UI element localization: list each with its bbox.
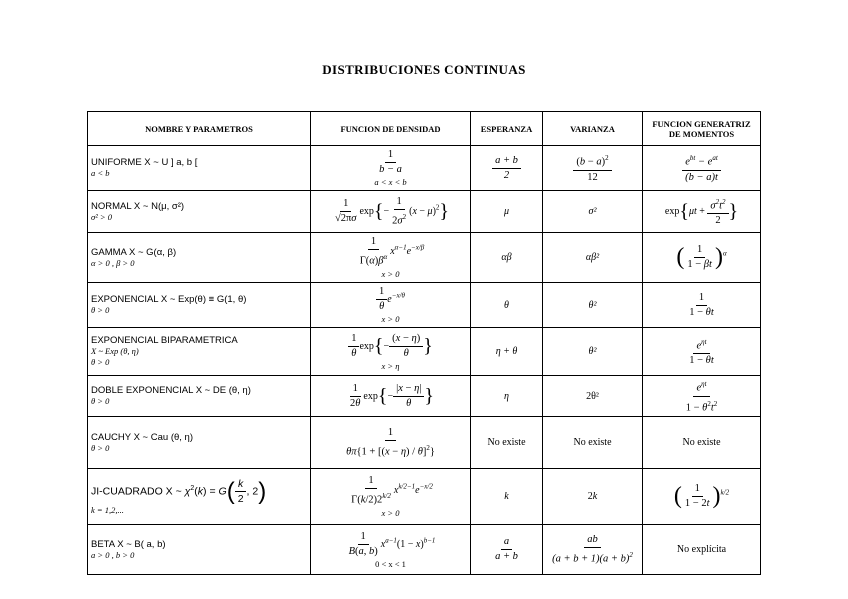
density-cell: $\frac{1}{2\theta}$ exp{− $\frac{|x - \eta|}{\theta}$ } (311, 376, 471, 417)
density-cell: $\frac{1}{b - a}$ a < x < b (311, 146, 471, 191)
header-mean: ESPERANZA (471, 112, 543, 146)
mgf-cell: exp{μt + $\frac{\sigma^2t^2}{2}$ } (643, 191, 761, 233)
density-cell: $\frac{1}{\theta}$ exp{− $\frac{(x - \eta)}{\theta}$ } x > η (311, 328, 471, 376)
row-name: EXPONENCIAL BIPARAMETRICA X ~ Exp (θ, η) θ > 0 (88, 328, 311, 376)
mgf-cell: $\frac{1}{1 - \theta t}$ (643, 283, 761, 328)
distributions-table (87, 111, 761, 575)
table-row (88, 376, 761, 417)
mean-cell: μ (471, 191, 543, 233)
variance-cell: αβ² (543, 233, 643, 283)
mean-cell: $\frac{a + b}{2}$ (471, 146, 543, 191)
density-cell: $\frac{1}{B(a, b)}$ $x^{a-1}(1 - x)^{b-1}$ 0 < x < 1 (311, 525, 471, 575)
variance-cell: 2θ² (543, 376, 643, 417)
mean-cell: $\frac{a}{a + b}$ (471, 525, 543, 575)
variance-cell: θ² (543, 328, 643, 376)
table-row (88, 146, 761, 191)
row-name: BETA X ~ B( a, b) a > 0 , b > 0 (88, 525, 311, 575)
variance-cell: σ² (543, 191, 643, 233)
mgf-cell: No existe (643, 417, 761, 469)
mgf-cell: No explícita (643, 525, 761, 575)
table-row (88, 191, 761, 233)
density-cell: $\frac{1}{\theta}$ $e^{-x/\theta}$ x > 0 (311, 283, 471, 328)
row-name: DOBLE EXPONENCIAL X ~ DE (θ, η) θ > 0 (88, 376, 311, 417)
variance-cell: No existe (543, 417, 643, 469)
table-row (88, 469, 761, 525)
row-name: JI-CUADRADO X ~ $\chi^2(k) = G$( $\frac{k}{2}$ , 2) k = 1,2,... (88, 469, 311, 525)
mgf-cell: $\frac{e^{\eta t}}{1 - \theta^2t^2}$ (643, 376, 761, 417)
mean-cell: k (471, 469, 543, 525)
density-cell: $\frac{1}{\Gamma(\alpha)\beta^\alpha}$ $x^{\alpha-1}e^{-x/\beta}$ x > 0 (311, 233, 471, 283)
table-row (88, 525, 761, 575)
density-cell: $\frac{1}{√2\pi\sigma}$ exp{− $\frac{1}{2\sigma^2}$ $(x - \mu)^2$} (311, 191, 471, 233)
mean-cell: αβ (471, 233, 543, 283)
mgf-cell: ( $\frac{1}{1 - \beta t}$ )$^\alpha$ (643, 233, 761, 283)
row-name: GAMMA X ~ G(α, β) α > 0 , β > 0 (88, 233, 311, 283)
mean-cell: θ (471, 283, 543, 328)
mean-cell: η + θ (471, 328, 543, 376)
table-row (88, 417, 761, 469)
variance-cell: 2k (543, 469, 643, 525)
header-name: NOMBRE Y PARAMETROS (88, 112, 311, 146)
mean-cell: No existe (471, 417, 543, 469)
row-name: NORMAL X ~ N(μ, σ²) σ² > 0 (88, 191, 311, 233)
variance-cell: $\frac{(b - a)^2}{12}$ (543, 146, 643, 191)
mgf-cell: $\frac{e^{\eta t}}{1 - \theta t}$ (643, 328, 761, 376)
variance-cell: θ² (543, 283, 643, 328)
header-density: FUNCION DE DENSIDAD (311, 112, 471, 146)
table-row (88, 328, 761, 376)
variance-cell: $\frac{ab}{(a + b + 1)(a + b)^2}$ (543, 525, 643, 575)
mgf-cell: ( $\frac{1}{1 - 2t}$ )$^{k/2}$ (643, 469, 761, 525)
header-row (88, 112, 761, 146)
density-cell: $\frac{1}{\Gamma(k/2)2^{k/2}}$ $x^{k/2-1}e^{-x/2}$ x > 0 (311, 469, 471, 525)
row-name: UNIFORME X ~ U ] a, b [ a < b (88, 146, 311, 191)
row-name: CAUCHY X ~ Cau (θ, η) θ > 0 (88, 417, 311, 469)
table-row (88, 283, 761, 328)
header-variance: VARIANZA (543, 112, 643, 146)
density-cell: $\frac{1}{\theta\pi\{1 + [(x - \eta) / \theta]^2\}}$ (311, 417, 471, 469)
mean-cell: η (471, 376, 543, 417)
mgf-cell: $\frac{e^{bt} - e^{at}}{(b - a)t}$ (643, 146, 761, 191)
table-row (88, 233, 761, 283)
page-title: DISTRIBUCIONES CONTINUAS (322, 62, 526, 77)
row-name: EXPONENCIAL X ~ Exp(θ) ≡ G(1, θ) θ > 0 (88, 283, 311, 328)
header-mgf: FUNCION GENERATRIZ DE MOMENTOS (643, 112, 761, 146)
